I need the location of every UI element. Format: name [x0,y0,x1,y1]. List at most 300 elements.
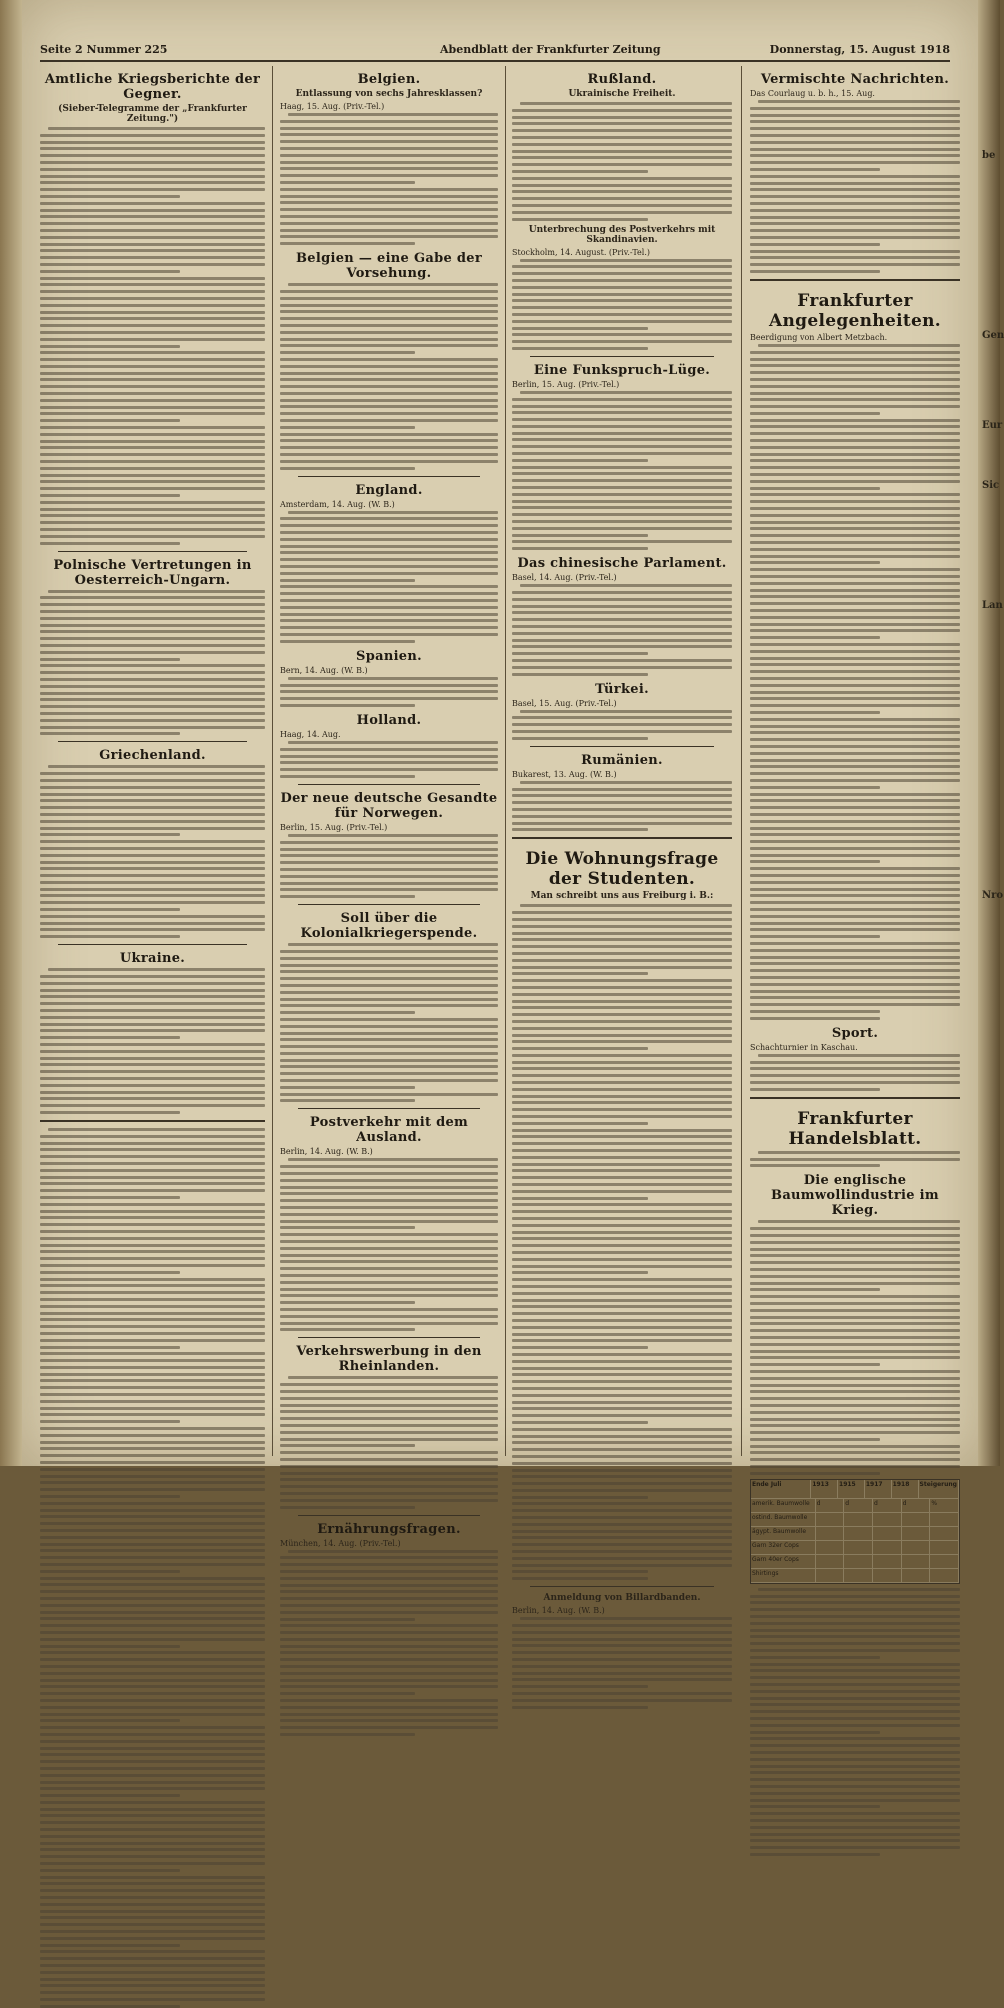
table-row [751,1527,959,1541]
text-line [40,793,265,796]
text-line [40,1244,265,1247]
table-header-cell: Ende Juli [751,1480,811,1498]
article-body [280,1376,498,1508]
text-line [750,1601,960,1604]
text-line [40,894,265,897]
separator [298,1515,480,1516]
text-line [40,637,265,640]
text-line [512,445,732,448]
article-heading: Vermischte Nachrichten. [760,72,950,87]
text-line [750,1669,960,1672]
page-number: Seite 2 Nummer 225 [40,43,168,56]
text-line [280,1308,498,1311]
text-line [280,1247,498,1250]
text-line [40,1957,265,1960]
text-line [512,1624,732,1627]
text-line [750,1615,960,1618]
article-body [280,677,498,707]
text-line [40,678,265,681]
text-line [750,1765,960,1768]
issue-date: Donnerstag, 15. August 1918 [769,43,950,56]
text-line [40,181,265,184]
text-line [40,365,265,368]
text-line [40,712,265,715]
text-line [280,324,498,327]
text-line [280,619,498,622]
text-line [40,685,265,688]
text-line [40,1978,265,1981]
text-line [280,1397,498,1400]
text-line [750,772,960,775]
table-header-cell: 1915 [838,1480,865,1498]
text-line [512,1244,732,1247]
text-line [280,1451,498,1454]
text-line [512,1319,732,1322]
table-cell: % [930,1499,959,1512]
text-line [750,1241,960,1244]
article-heading: Frankfurter Handelsblatt. [788,1108,922,1149]
text-line [512,1183,732,1186]
text-line [40,1706,265,1709]
text-line [280,127,498,130]
text-line [280,888,498,891]
text-line [512,1237,732,1240]
text-line [512,815,732,818]
text-line [40,2005,180,2008]
text-line [512,1577,648,1580]
text-line [750,1363,880,1366]
page-edge-left [0,0,22,1466]
dateline: Das Courlaug u. b. h., 15. Aug. [750,89,875,98]
text-line [520,391,732,394]
text-line [750,1683,960,1686]
text-line [512,1631,732,1634]
text-line [280,1706,498,1709]
text-line [750,439,960,442]
text-line [280,1274,498,1277]
text-line [512,320,732,323]
text-line [750,1826,960,1829]
text-line [512,1115,732,1118]
text-line [280,1018,498,1021]
text-line [512,1523,732,1526]
text-line [512,1489,732,1492]
text-line [750,996,960,999]
text-line [40,806,265,809]
text-line [40,779,265,782]
text-line [512,618,732,621]
text-line [512,1692,732,1695]
edge-text: Sic [982,480,1000,491]
table-cell [902,1541,931,1554]
text-line [288,741,498,744]
text-line [40,922,265,925]
text-line [40,1203,265,1206]
text-line [40,161,265,164]
text-line [512,129,732,132]
text-line [40,1808,265,1811]
text-line [280,1672,498,1675]
text-line [40,243,265,246]
text-line [280,439,498,442]
text-line [512,632,732,635]
text-line [512,801,732,804]
text-line [750,222,960,225]
text-line [280,242,415,245]
text-line [280,984,498,987]
text-line [750,643,960,646]
text-line [512,959,732,962]
text-line [750,1812,960,1815]
text-line [40,1828,265,1831]
text-line [512,645,732,648]
text-line [750,575,960,578]
text-line [750,473,960,476]
text-line [40,195,180,198]
text-line [512,1333,732,1336]
text-line [40,1529,265,1532]
text-line [40,168,265,171]
article-body [280,511,498,643]
text-line [40,1434,265,1437]
text-line [512,1271,648,1274]
text-line [40,1216,265,1219]
text-line [40,901,265,904]
column-1 [40,66,265,1456]
text-line [40,1556,265,1559]
text-line [40,446,265,449]
text-line [750,1370,960,1373]
text-line [512,1027,732,1030]
text-line [750,263,960,266]
table-row [751,1541,959,1555]
text-line [40,297,265,300]
article-heading: Rumänien. [581,752,663,768]
article-heading: Eine Funkspruch-Lüge. [533,362,711,378]
text-line [40,154,265,157]
text-line [280,531,498,534]
text-line [40,1855,265,1858]
separator [58,944,247,945]
text-line [280,1424,498,1427]
text-line [512,286,732,289]
text-line [750,969,960,972]
text-line [280,1577,498,1580]
text-line [750,928,960,931]
text-line [40,1481,265,1484]
text-line [40,1230,265,1233]
text-line [512,605,732,608]
table-cell [873,1555,902,1568]
text-line [40,1781,265,1784]
text-line [750,1268,960,1271]
text-line [40,1447,265,1450]
article-body [40,127,265,545]
text-line [512,945,732,948]
table-row [751,1513,959,1527]
text-line [288,1550,498,1553]
text-line [40,392,265,395]
text-line [40,786,265,789]
text-line [512,1149,732,1152]
text-line [512,398,732,401]
text-line [750,392,960,395]
table-cell [873,1569,902,1582]
text-line [512,272,732,275]
text-line [512,1054,732,1057]
text-line [750,493,960,496]
text-line [280,697,498,700]
article-body [512,102,732,221]
text-line [750,364,960,367]
text-line [750,412,880,415]
text-line [280,841,498,844]
text-line [512,1644,732,1647]
text-line [750,459,960,462]
text-line [40,1366,265,1369]
text-line [280,317,498,320]
table-cell [873,1541,902,1554]
text-line [750,154,960,157]
text-line [40,840,265,843]
text-line [40,1583,265,1586]
text-line [40,861,265,864]
text-line [750,250,960,253]
text-line [40,1665,265,1668]
text-line [512,540,732,543]
text-line [48,127,265,130]
text-line [512,279,732,282]
text-line [40,1196,180,1199]
text-line [750,901,960,904]
text-line [288,113,498,116]
text-line [280,1165,498,1168]
text-line [750,1839,960,1842]
text-line [280,1281,498,1284]
text-line [280,1240,498,1243]
text-line [280,977,498,980]
text-line [750,860,880,863]
text-line [280,1065,498,1068]
text-line [40,1386,265,1389]
text-line [280,633,498,636]
text-line [512,611,732,614]
text-line [750,956,960,959]
text-line [512,1706,648,1709]
text-line [750,446,960,449]
text-line [758,1220,960,1223]
text-line [40,813,265,816]
text-line [512,197,732,200]
text-line [512,1000,732,1003]
text-line [280,970,498,973]
text-line [512,347,648,350]
text-line [512,1231,732,1234]
text-line [750,1343,960,1346]
table-cell [930,1513,959,1526]
text-line [750,636,880,639]
text-line [40,202,265,205]
text-line [40,1984,265,1987]
text-line [750,1778,960,1781]
text-line [512,918,732,921]
text-line [280,120,498,123]
edge-text: Nro [982,890,1004,901]
text-line [40,989,265,992]
separator [298,904,480,905]
article-body [750,1588,960,1856]
article-body [40,1128,265,2008]
text-line [750,1302,960,1305]
column-rule [741,66,742,1456]
text-line [40,908,180,911]
text-line [512,788,732,791]
text-line [750,507,960,510]
text-line [40,1563,265,1566]
text-line [280,1472,498,1475]
text-line [40,1679,265,1682]
text-line [512,506,732,509]
article-body [512,584,732,675]
text-line [280,551,498,554]
text-line [512,1339,732,1342]
text-line [40,820,265,823]
text-line [512,1095,732,1098]
text-line [280,147,498,150]
text-line [512,1312,732,1315]
text-line [750,942,960,945]
table-header-cell: 1917 [865,1480,892,1498]
text-line [750,1445,960,1448]
text-line [750,1649,960,1652]
article-body [280,1550,498,1737]
text-line [40,1971,265,1974]
article-body [40,590,265,736]
text-line [40,732,180,735]
text-line [280,882,498,885]
text-line [750,1697,960,1700]
text-line [750,1384,960,1387]
text-line [280,419,498,422]
table-cell [844,1541,873,1554]
text-line [512,411,732,414]
text-line [40,1923,265,1926]
text-line [40,1747,265,1750]
text-line [40,1522,265,1525]
text-line [750,1438,880,1441]
text-line [40,915,265,918]
text-line [750,1322,960,1325]
text-line [750,1458,960,1461]
text-line [40,624,265,627]
text-line [512,1278,732,1281]
column-rule [272,66,273,1456]
dateline: Basel, 15. Aug. (Priv.-Tel.) [512,698,617,708]
text-line [750,1081,960,1084]
text-line [750,962,960,965]
text-line [750,1731,880,1734]
text-line [40,1097,265,1100]
text-line [750,623,960,626]
text-line [750,1751,960,1754]
text-line [280,768,498,771]
text-line [40,1692,265,1695]
text-line [512,150,732,153]
text-line [40,1645,180,1648]
text-line [750,120,960,123]
text-line [40,1413,265,1416]
text-line [280,1179,498,1182]
text-line [280,1604,498,1607]
text-line [280,957,498,960]
text-line [280,1254,498,1257]
article-subheading: Ukrainische Freiheit. [568,89,676,99]
text-line [750,148,960,151]
text-line [750,949,960,952]
text-line [750,1254,960,1257]
text-line [750,1397,960,1400]
text-line [280,1417,498,1420]
text-line [40,1502,265,1505]
text-line [40,1441,265,1444]
text-line [280,517,498,520]
text-line [280,1383,498,1386]
text-line [280,775,415,778]
article-heading: Spanien. [356,648,422,664]
text-line [750,1074,960,1077]
text-line [40,209,265,212]
text-line [280,950,498,953]
text-line [750,786,880,789]
text-line [512,156,732,159]
text-line [750,650,960,653]
text-line [280,1025,498,1028]
text-line [280,1458,498,1461]
text-line [280,1199,498,1202]
text-line [512,1101,732,1104]
text-line [750,697,960,700]
text-line [512,1169,732,1172]
text-line [512,163,732,166]
text-line [40,772,265,775]
text-line [750,351,960,354]
text-line [40,338,265,341]
text-line [750,1356,960,1359]
text-line [512,1380,732,1383]
text-line [280,1038,498,1041]
article-body [280,283,498,470]
article-body [750,1054,960,1091]
text-line [512,122,732,125]
text-line [40,664,265,667]
article-heading: Die Wohnungsfrage der Studenten. [525,849,719,890]
text-line [750,1010,880,1013]
text-line [40,705,265,708]
separator [750,1097,960,1099]
text-line [512,1034,732,1037]
text-line [40,188,265,191]
text-line [512,1163,732,1166]
text-line [40,331,265,334]
text-line [280,1086,415,1089]
table-cell [902,1527,931,1540]
text-line [40,617,265,620]
text-line [512,794,732,797]
text-line [40,1937,265,1940]
text-line [750,1629,960,1632]
text-line [40,1298,265,1301]
text-line [512,972,648,975]
